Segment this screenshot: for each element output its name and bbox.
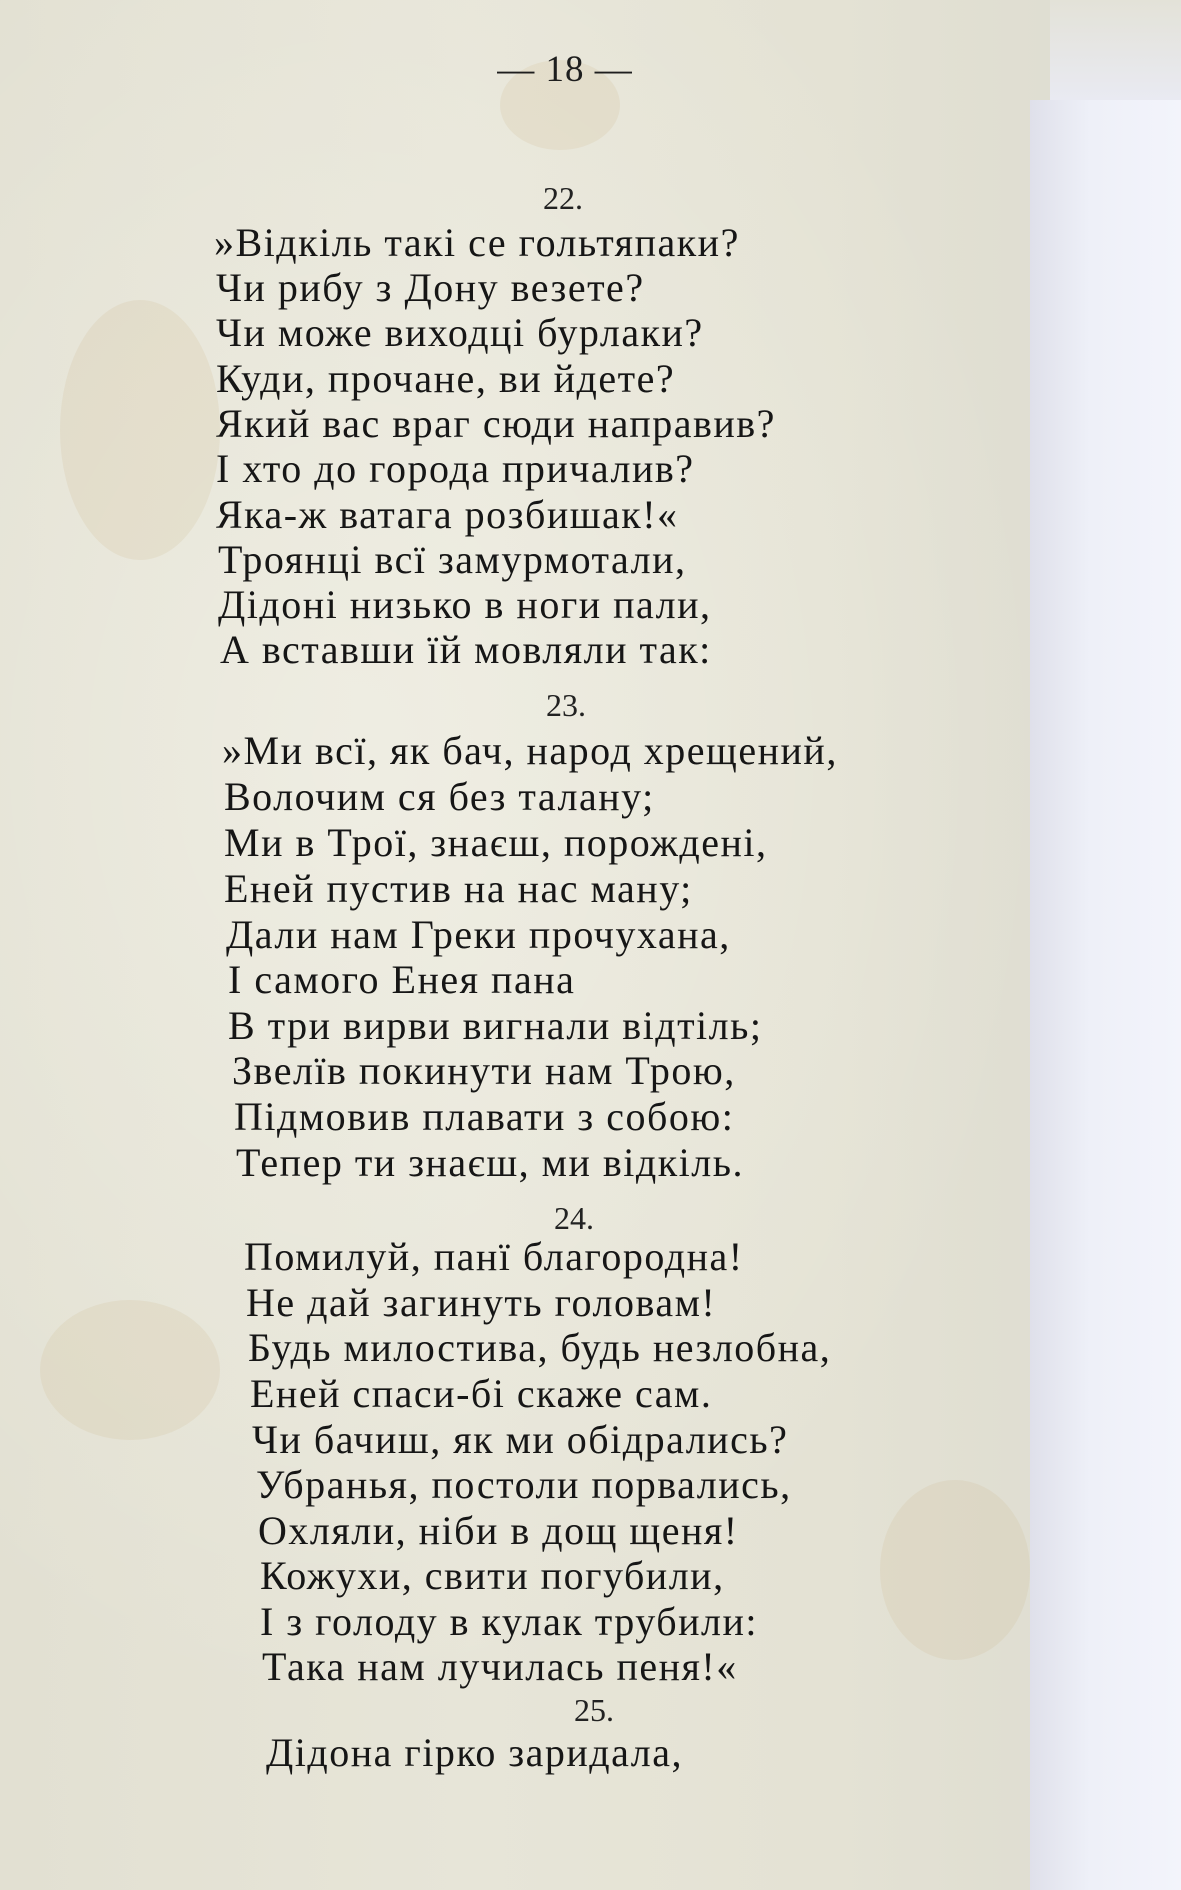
verse-line: І з голоду в кулак трубили: bbox=[260, 1599, 758, 1644]
verse-line: Яка-ж ватага розбишак!« bbox=[216, 492, 679, 537]
verse-line: Дідона гірко заридала, bbox=[266, 1730, 683, 1775]
verse-line: І самого Енея пана bbox=[228, 957, 576, 1002]
verse-line: Підмовив плавати з собою: bbox=[234, 1094, 735, 1139]
verse-line: Волочим ся без талану; bbox=[224, 774, 655, 819]
verse-line: Ми в Трої, знаєш, порождені, bbox=[224, 820, 768, 865]
verse-line: Куди, прочане, ви йдете? bbox=[216, 356, 676, 401]
stanza-number: 22. bbox=[543, 180, 583, 216]
verse-line: В три вирви вигнали відтіль; bbox=[228, 1003, 763, 1048]
paper-stain bbox=[40, 1300, 220, 1440]
verse-line: Троянці всї замурмотали, bbox=[218, 537, 687, 582]
page-edge-strip bbox=[1030, 100, 1181, 1890]
stanza-number: 23. bbox=[546, 687, 586, 723]
verse-line: Тепер ти знаєш, ми відкіль. bbox=[236, 1140, 744, 1185]
verse-line: Еней спаси-бі скаже сам. bbox=[250, 1371, 713, 1416]
verse-line: Дали нам Греки прочухана, bbox=[226, 912, 731, 957]
verse-line: Чи може виходці бурлаки? bbox=[216, 310, 704, 355]
verse-line: Кожухи, свити погубили, bbox=[260, 1553, 725, 1598]
verse-line: Будь милостива, будь незлобна, bbox=[248, 1325, 832, 1370]
verse-line: Звелїв покинути нам Трою, bbox=[232, 1048, 736, 1093]
paper-stain bbox=[880, 1480, 1030, 1660]
verse-line: Охляли, ніби в дощ щеня! bbox=[258, 1508, 739, 1553]
stanza-number: 24. bbox=[554, 1200, 594, 1236]
verse-line: Чи рибу з Дону везете? bbox=[216, 265, 645, 310]
paper-stain bbox=[60, 300, 220, 560]
page-number: — 18 — bbox=[497, 49, 633, 90]
verse-line: Дідоні низько в ноги пали, bbox=[218, 582, 712, 627]
verse-line: Еней пустив на нас ману; bbox=[224, 866, 693, 911]
verse-line: Не дай загинуть головам! bbox=[246, 1280, 717, 1325]
verse-line: »Відкіль такі се гольтяпаки? bbox=[214, 220, 740, 265]
verse-line: »Ми всї, як бач, народ хрещений, bbox=[222, 728, 838, 773]
verse-line: Який вас враг сюди направив? bbox=[216, 401, 776, 446]
verse-line: Така нам лучилась пеня!« bbox=[262, 1644, 738, 1689]
stanza-number: 25. bbox=[574, 1692, 614, 1728]
verse-line: Убранья, постоли порвались, bbox=[256, 1462, 792, 1507]
verse-line: І хто до города причалив? bbox=[216, 446, 695, 491]
verse-line: А вставши їй мовляли так: bbox=[220, 627, 712, 672]
verse-line: Помилуй, панї благородна! bbox=[244, 1234, 744, 1279]
verse-line: Чи бачиш, як ми обідрались? bbox=[252, 1417, 789, 1462]
